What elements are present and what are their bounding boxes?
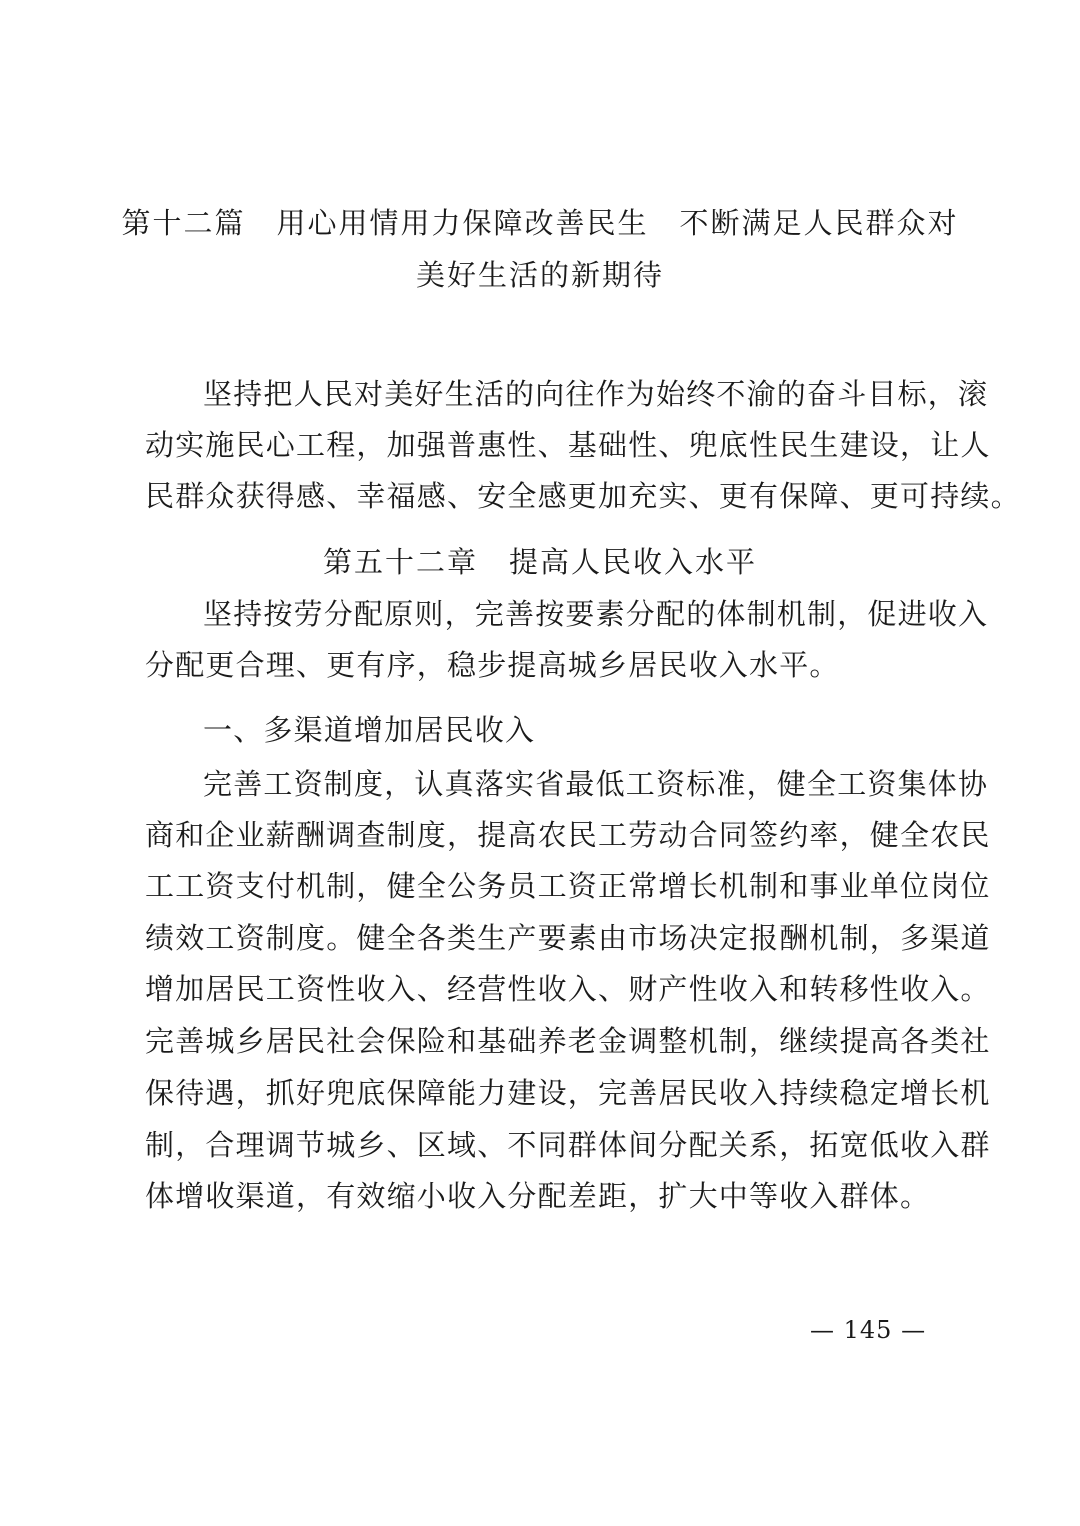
section-paragraph-line: 增加居民工资性收入、经营性收入、财产性收入和转移性收入。 bbox=[145, 972, 991, 1006]
section-paragraph-line: 保待遇，抓好兜底保障能力建设，完善居民收入持续稳定增长机 bbox=[145, 1076, 991, 1110]
section-paragraph-line: 完善城乡居民社会保险和基础养老金调整机制，继续提高各类社 bbox=[145, 1024, 991, 1058]
intro-line: 坚持把人民对美好生活的向往作为始终不渝的奋斗目标，滚 bbox=[203, 377, 989, 411]
section-heading: 一、多渠道增加居民收入 bbox=[203, 713, 536, 747]
intro-line: 动实施民心工程，加强普惠性、基础性、兜底性民生建设，让人 bbox=[145, 428, 991, 462]
section-paragraph-line: 商和企业薪酬调查制度，提高农民工劳动合同签约率，健全农民 bbox=[145, 818, 991, 852]
section-paragraph-line: 体增收渠道，有效缩小收入分配差距，扩大中等收入群体。 bbox=[145, 1179, 931, 1213]
section-paragraph-line: 制，合理调节城乡、区域、不同群体间分配关系，拓宽低收入群 bbox=[145, 1128, 991, 1162]
chapter-heading: 第五十二章 提高人民收入水平 bbox=[322, 545, 757, 579]
part-title-line-2: 美好生活的新期待 bbox=[415, 258, 664, 292]
part-title-line-1: 第十二篇 用心用情用力保障改善民生 不断满足人民群众对 bbox=[121, 206, 959, 240]
section-paragraph-line: 绩效工资制度。健全各类生产要素由市场决定报酬机制，多渠道 bbox=[145, 921, 991, 955]
section-paragraph-line: 工工资支付机制，健全公务员工资正常增长机制和事业单位岗位 bbox=[145, 869, 991, 903]
page-number: — 145 — bbox=[810, 1316, 927, 1344]
section-paragraph-line: 完善工资制度，认真落实省最低工资标准，健全工资集体协 bbox=[203, 767, 989, 801]
chapter-paragraph-line: 分配更合理、更有序，稳步提高城乡居民收入水平。 bbox=[145, 648, 840, 682]
chapter-paragraph-line: 坚持按劳分配原则，完善按要素分配的体制机制，促进收入 bbox=[203, 597, 989, 631]
intro-line: 民群众获得感、幸福感、安全感更加充实、更有保障、更可持续。 bbox=[145, 479, 1021, 513]
